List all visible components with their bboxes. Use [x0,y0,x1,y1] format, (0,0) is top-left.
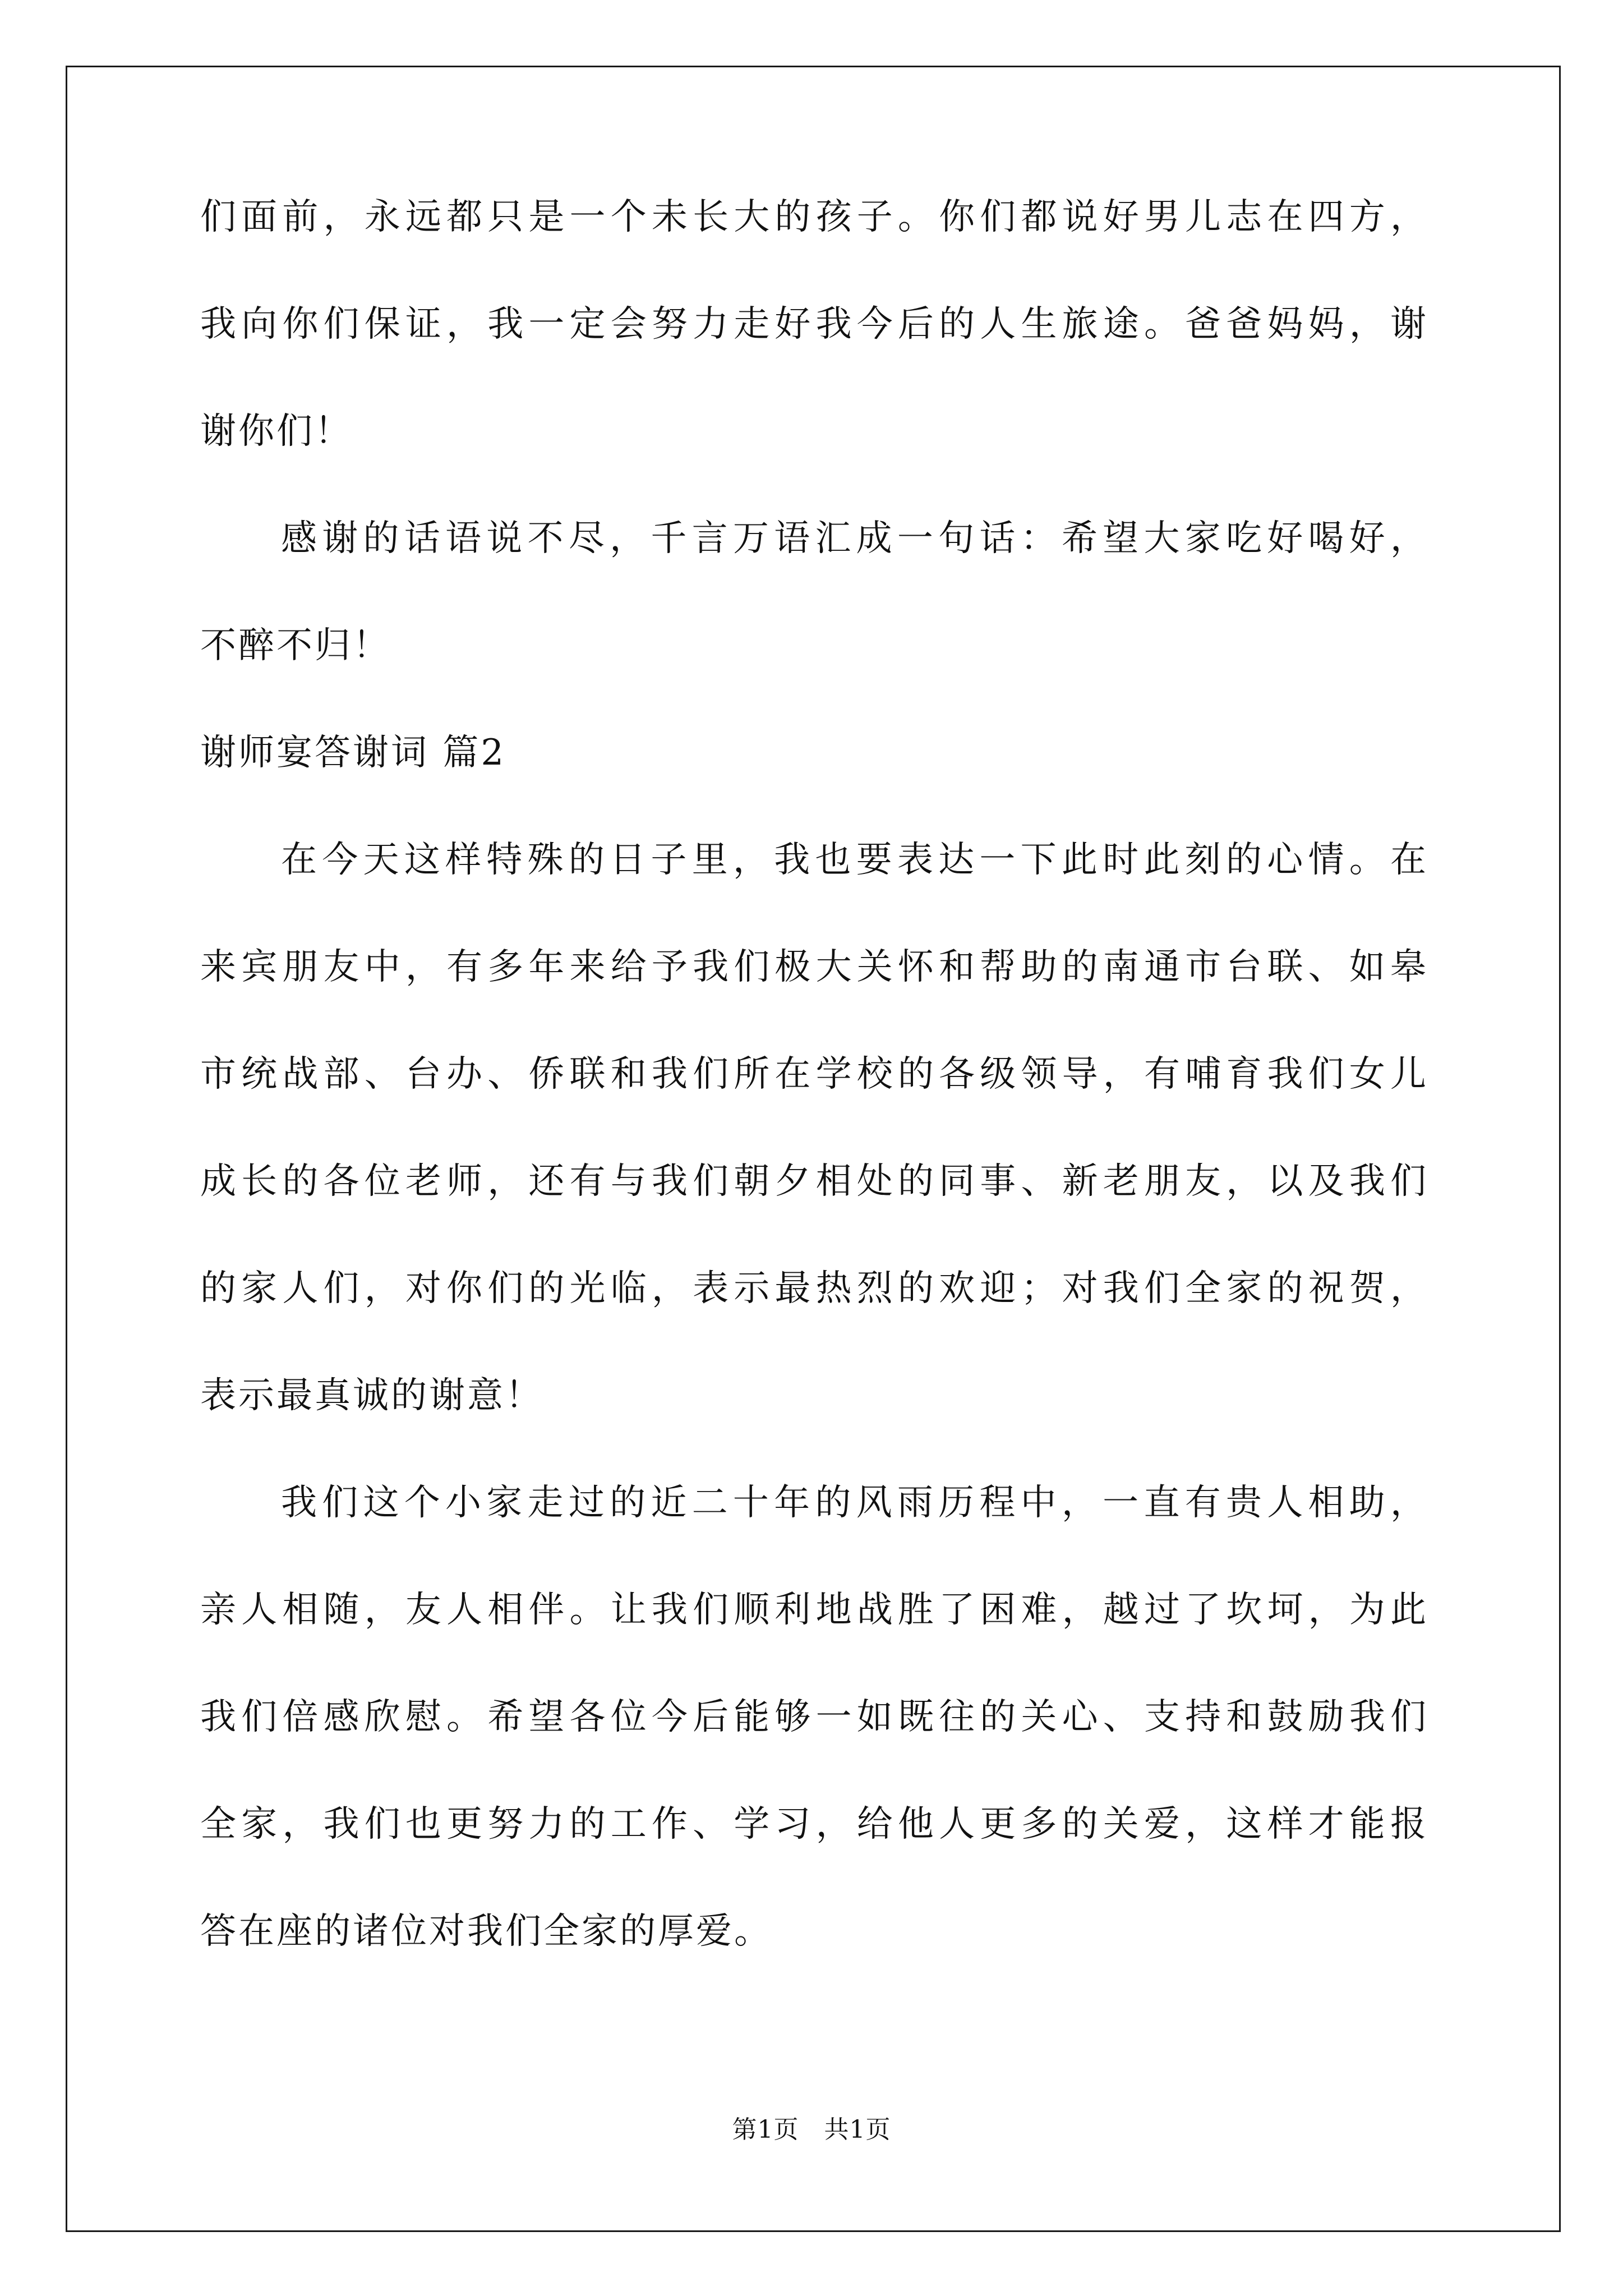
document-body [200,196,1428,2021]
text-line: 不醉不归！ [200,625,391,666]
text-line: 成长的各位老师，还有与我们朝夕相处的同事、新老朋友，以及我们 [200,1161,1428,1202]
text-line: 亲人相随，友人相伴。让我们顺利地战胜了困难，越过了坎坷，为此 [200,1589,1428,1631]
text-line: 在今天这样特殊的日子里，我也要表达一下此时此刻的心情。在 [281,839,1428,881]
text-line: 们面前，永远都只是一个未长大的孩子。你们都说好男儿志在四方， [200,196,1428,238]
text-line: 来宾朋友中，有多年来给予我们极大关怀和帮助的南通市台联、如皋 [200,946,1428,988]
text-line: 的家人们，对你们的光临，表示最热烈的欢迎；对我们全家的祝贺， [200,1268,1428,1309]
text-line: 市统战部、台办、侨联和我们所在学校的各级领导，有哺育我们女儿 [200,1053,1428,1095]
section-heading: 谢师宴答谢词 篇2 [200,732,506,774]
text-line: 我们这个小家走过的近二十年的风雨历程中，一直有贵人相助， [281,1482,1428,1524]
text-line: 谢你们！ [200,411,353,452]
text-line: 我向你们保证，我一定会努力走好我今后的人生旅途。爸爸妈妈，谢 [200,303,1428,345]
text-line: 表示最真诚的谢意！ [200,1375,543,1416]
text-line: 全家，我们也更努力的工作、学习，给他人更多的关爱，这样才能报 [200,1803,1428,1845]
text-line: 答在座的诸位对我们全家的厚爱。 [200,1911,772,1952]
page-number-footer: 第1页 共1页 [732,2115,891,2144]
text-line: 感谢的话语说不尽，千言万语汇成一句话：希望大家吃好喝好， [281,518,1428,559]
text-line: 我们倍感欣慰。希望各位今后能够一如既往的关心、支持和鼓励我们 [200,1696,1428,1738]
